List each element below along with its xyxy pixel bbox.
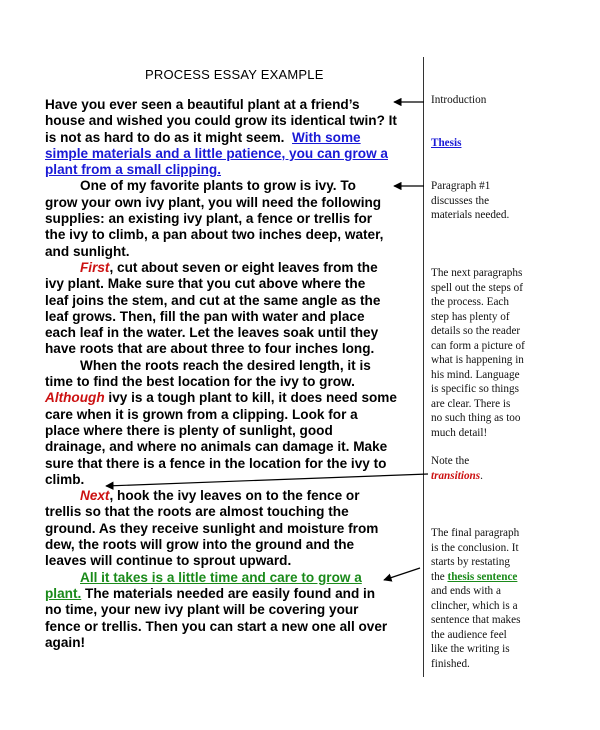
essay-line: drainage, and where no animals can damage it. Make [45,439,388,455]
essay-line: the ivy to climb, a pan about two inches deep, water, [45,227,384,243]
essay-line [45,390,410,406]
note-text: much detail! [431,426,488,439]
note-text: discusses the [431,194,490,207]
essay-text: , cut about seven or eight leaves from the [109,259,378,275]
note-text: is specific so things [431,383,519,395]
essay-line: and sunlight. [45,243,130,259]
essay-line: When the roots reach the desired length, it is [80,357,371,373]
note-text: spell out the steps of [431,281,523,294]
essay-line: house and wished you could grow its identical twin? It [45,113,397,129]
note-text: Paragraph #1 [431,180,491,192]
note-steps [431,266,591,483]
essay-text: , hook the ivy leaves on to the fence or [109,488,360,504]
essay-line: ground. As they receive sunlight and moisture from [45,520,379,536]
essay-line: dew, the roots will grow into the ground and the [45,537,355,553]
note-text: . [480,469,483,482]
note-text: no such thing as too [431,412,521,424]
essay-line: climb. [45,471,85,487]
note-text: clincher, which is a [431,599,518,612]
note-text: materials needed. [431,209,510,221]
essay-line [45,130,410,146]
essay-line [45,488,410,504]
note-conclusion [431,526,591,671]
essay-body [45,97,410,651]
essay-line: grow your own ivy plant, you will need the following [45,194,382,210]
essay-text: ivy is a tough plant to kill, it does need some [104,390,397,406]
note-text: Note the [431,455,470,467]
margin-divider [423,57,424,677]
page-title: PROCESS ESSAY EXAMPLE [145,67,324,82]
transition-word: First [80,259,110,275]
thesis-line [45,162,410,178]
note-text: step has plenty of [431,310,510,323]
essay-line: have roots that are about three to four inches long. [45,341,375,357]
restated-thesis: plant. [45,585,82,601]
thesis-text: plant from a small clipping. [45,162,221,178]
note-text [431,570,591,585]
note-text: Thesis [431,137,462,149]
note-paragraph-1 [431,179,591,223]
note-text: The next paragraphs [431,267,523,279]
essay-line: again! [45,634,86,650]
note-text: and ends with a [431,585,501,597]
essay-line: Have you ever seen a beautiful plant at a friend’s [45,97,360,112]
essay-line: leaf grows. Then, fill the pan with water and place [45,308,365,324]
thesis-text: With some [292,129,361,145]
note-text: starts by restating [431,556,510,568]
thesis-sentence-label: thesis sentence [447,570,518,583]
essay-line: care when it is grown from a clipping. Look for a [45,406,358,422]
note-text: details so the reader [431,325,521,337]
note-introduction [431,93,591,108]
note-text: can form a picture of [431,339,525,352]
transition-word: Although [45,390,105,406]
essay-line: ivy plant. Make sure that you cut above where the [45,276,366,292]
note-text: Introduction [431,94,487,106]
essay-line: leaves will continue to sprout upward. [45,553,292,569]
note-text: is the conclusion. It [431,541,519,554]
thesis-line: simple materials and a little patience, you can grow a [45,145,388,161]
note-text: the process. Each [431,296,509,308]
note-text [431,469,591,484]
essay-line: each leaf in the water. Let the leaves soak until they [45,325,379,341]
essay-line [45,260,410,276]
note-text: the [431,570,448,583]
essay-line: leaf joins the stem, and cut at the same angle as the [45,292,381,308]
note-text: finished. [431,657,470,670]
conclusion-line [45,570,410,586]
note-text: his mind. Language [431,368,520,381]
restated-thesis: All it takes is a little time and care to grow a [80,569,362,585]
essay-line: sure that there is a fence in the location for the ivy to [45,455,387,471]
essay-line: no time, your new ivy plant will be covering your [45,602,359,618]
note-thesis [431,136,591,151]
note-text: sentence that makes [431,614,521,626]
note-text: like the writing is [431,643,510,655]
essay-line: trellis so that the roots are almost touching the [45,504,349,520]
essay-line: supplies: an existing ivy plant, a fence or trellis for [45,211,373,227]
essay-line: fence or trellis. Then you can start a new one all over [45,618,388,634]
note-text: are clear. There is [431,397,511,410]
essay-line: place where there is plenty of sunlight, good [45,422,333,438]
essay-line: One of my favorite plants to grow is ivy. To [80,178,356,194]
note-text: The final paragraph [431,527,520,539]
note-text: the audience feel [431,628,507,641]
transitions-label: transitions [431,469,481,482]
transition-word: Next [80,488,110,504]
essay-text: is not as hard to do as it might seem. [45,129,285,145]
conclusion-line [45,586,410,602]
essay-line: time to find the best location for the ivy to grow. [45,374,355,390]
essay-text: The materials needed are easily found and in [81,585,376,601]
note-text: what is happening in [431,354,524,366]
